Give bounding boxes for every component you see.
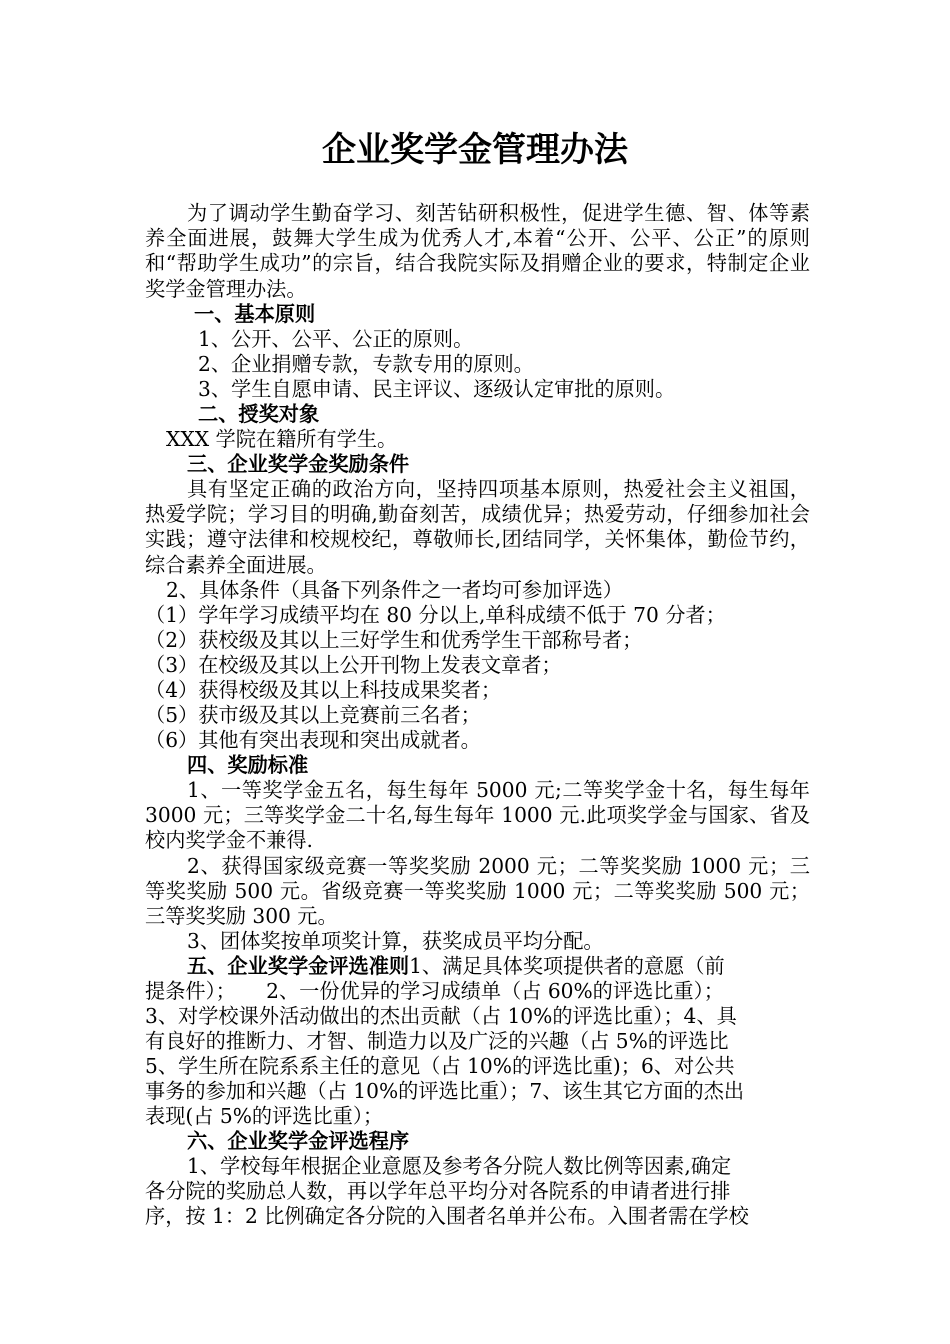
section-5-line: 1、满足具体奖项提供者的意愿（前	[409, 954, 725, 978]
section-5-heading: 五、企业奖学金评选准则	[187, 954, 410, 978]
condition-item: （5）获市级及其以上竞赛前三名者；	[145, 703, 481, 727]
section-4-heading: 四、奖励标准	[187, 753, 309, 777]
intro-paragraph: 为了调动学生勤奋学习、刻苦钻研积极性，促进学生德、智、体等素养全面进展，鼓舞大学生成为优秀人才,本着“公开、公平、公正”的原则和“帮助学生成功”的宗旨，结合我院实际及捐赠企业的要求，特制定企业奖学金管理办法。	[145, 201, 810, 301]
section-4-paragraph-1: 1、一等奖学金五名，每生每年 5000 元;二等奖学金十名，每生每年 3000 元；三等奖学金二十名,每生每年 1000 元.此项奖学金与国家、省及校内奖学金不兼得.	[145, 778, 810, 853]
section-3-subheading: 2、具体条件（具备下列条件之一者均可参加评选）	[166, 578, 623, 602]
section-6-line: 序，按 1：2 比例确定各分院的入围者名单并公布。入围者需在学校	[145, 1204, 749, 1228]
section-5-line: 5、学生所在院系系主任的意见（占 10%的评选比重)；6、对公共	[145, 1054, 735, 1078]
section-3-heading: 三、企业奖学金奖励条件	[187, 452, 410, 476]
document-title: 企业奖学金管理办法	[322, 130, 628, 170]
section-6-line: 各分院的奖励总人数，再以学年总平均分对各院系的申请者进行排	[145, 1179, 731, 1203]
section-5-first-line	[187, 954, 725, 979]
section-2-text: XXX 学院在籍所有学生。	[166, 427, 398, 451]
section-1-heading: 一、基本原则	[194, 302, 316, 326]
section-5-line: 3、对学校课外活动做出的杰出贡献（占 10%的评选比重）；4、具	[145, 1004, 737, 1028]
section-3-paragraph: 具有坚定正确的政治方向，坚持四项基本原则，热爱社会主义祖国，热爱学院；学习目的明确,勤奋刻苦，成绩优异；热爱劳动，仔细参加社会实践；遵守法律和校规校纪，尊敬师长,团结同学，关怀集体，勤俭节约，综合素养全面进展。	[145, 477, 810, 577]
section-5-line: 表现(占 5%的评选比重）；	[145, 1104, 384, 1128]
principle-item: 2、企业捐赠专款，专款专用的原则。	[198, 352, 534, 376]
condition-item: （6）其他有突出表现和突出成就者。	[145, 728, 481, 752]
principle-item: 3、学生自愿申请、民主评议、逐级认定审批的原则。	[198, 377, 676, 401]
section-5-line: 提条件）； 2、一份优异的学习成绩单（占 60%的评选比重）；	[145, 979, 724, 1003]
section-6-heading: 六、企业奖学金评选程序	[187, 1129, 410, 1153]
section-4-paragraph-2: 2、获得国家级竞赛一等奖奖励 2000 元；二等奖奖励 1000 元；三等奖奖励 500 元。省级竞赛一等奖奖励 1000 元；二等奖奖励 500 元；三等奖奖励 300 元。	[145, 854, 810, 929]
section-6-line: 1、学校每年根据企业意愿及参考各分院人数比例等因素,确定	[187, 1154, 732, 1178]
condition-item: （1）学年学习成绩平均在 80 分以上,单科成绩不低于 70 分者；	[145, 603, 726, 627]
section-5-line: 有良好的推断力、才智、制造力以及广泛的兴趣（占 5%的评选比	[145, 1029, 729, 1053]
section-4-paragraph-3: 3、团体奖按单项奖计算，获奖成员平均分配。	[187, 929, 604, 953]
condition-item: （3）在校级及其以上公开刊物上发表文章者；	[145, 653, 562, 677]
condition-item: （4）获得校级及其以上科技成果奖者；	[145, 678, 502, 702]
section-5-line: 事务的参加和兴趣（占 10%的评选比重）；7、该生其它方面的杰出	[145, 1079, 745, 1103]
condition-item: （2）获校级及其以上三好学生和优秀学生干部称号者；	[145, 628, 643, 652]
section-2-heading: 二、授奖对象	[198, 402, 320, 426]
principle-item: 1、公开、公平、公正的原则。	[198, 327, 474, 351]
